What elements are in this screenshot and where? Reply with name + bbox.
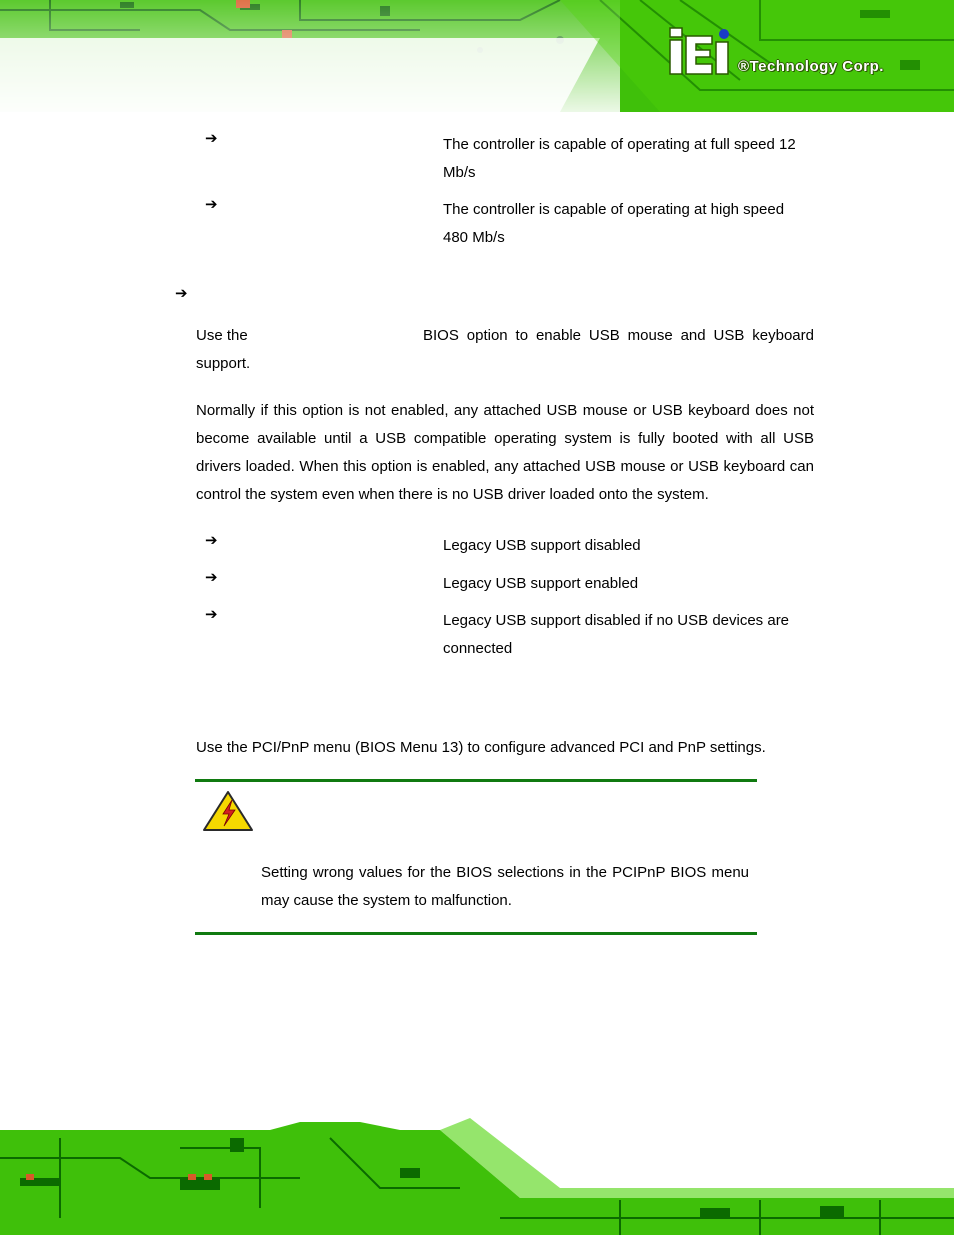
legacy-usb-intro-lead: Use the — [196, 327, 248, 344]
iei-logo-icon — [668, 26, 730, 76]
arrow-icon: ➔ — [205, 129, 218, 147]
footer-banner — [0, 1118, 954, 1235]
arrow-icon: ➔ — [205, 605, 218, 623]
legacy-usb-body: Normally if this option is not enabled, any attached USB mouse or USB keyboard does not become available until a USB compatible operating system is fully booted with all USB drivers loaded. When this option is enabled, any attached USB mouse or USB keyboard can control the system even when there is no USB driver loaded onto the system. — [196, 402, 814, 503]
header-banner — [0, 0, 954, 112]
option-description-enabled: Legacy USB support enabled — [443, 575, 639, 592]
circuit-board-footer-background — [0, 1118, 954, 1235]
arrow-icon: ➔ — [205, 531, 218, 549]
section-arrow-icon: ➔ — [175, 284, 188, 302]
option-description-full-speed: The controller is capable of operating at full speed 12 Mb/s — [443, 136, 796, 181]
option-description-disabled: Legacy USB support disabled — [443, 537, 641, 554]
company-name: ®Technology Corp. — [738, 58, 884, 75]
circuit-board-background — [0, 0, 954, 112]
arrow-icon: ➔ — [205, 568, 218, 586]
warning-bottom-rule — [195, 932, 757, 935]
option-description-auto: Legacy USB support disabled if no USB devices are connected — [443, 612, 790, 657]
pcipnp-intro: Use the PCI/PnP menu (BIOS Menu 13) to configure advanced PCI and PnP settings. — [196, 739, 766, 756]
warning-triangle-lightning-icon — [202, 790, 254, 832]
arrow-icon: ➔ — [205, 195, 218, 213]
warning-top-rule — [195, 779, 757, 782]
legacy-usb-intro: BIOS option to enable USB mouse and USB keyboard support. — [196, 327, 814, 372]
warning-text: Setting wrong values for the BIOS selections in the PCIPnP BIOS menu may cause the system to malfunction. — [261, 864, 749, 909]
option-description-high-speed: The controller is capable of operating at high speed 480 Mb/s — [443, 201, 785, 246]
